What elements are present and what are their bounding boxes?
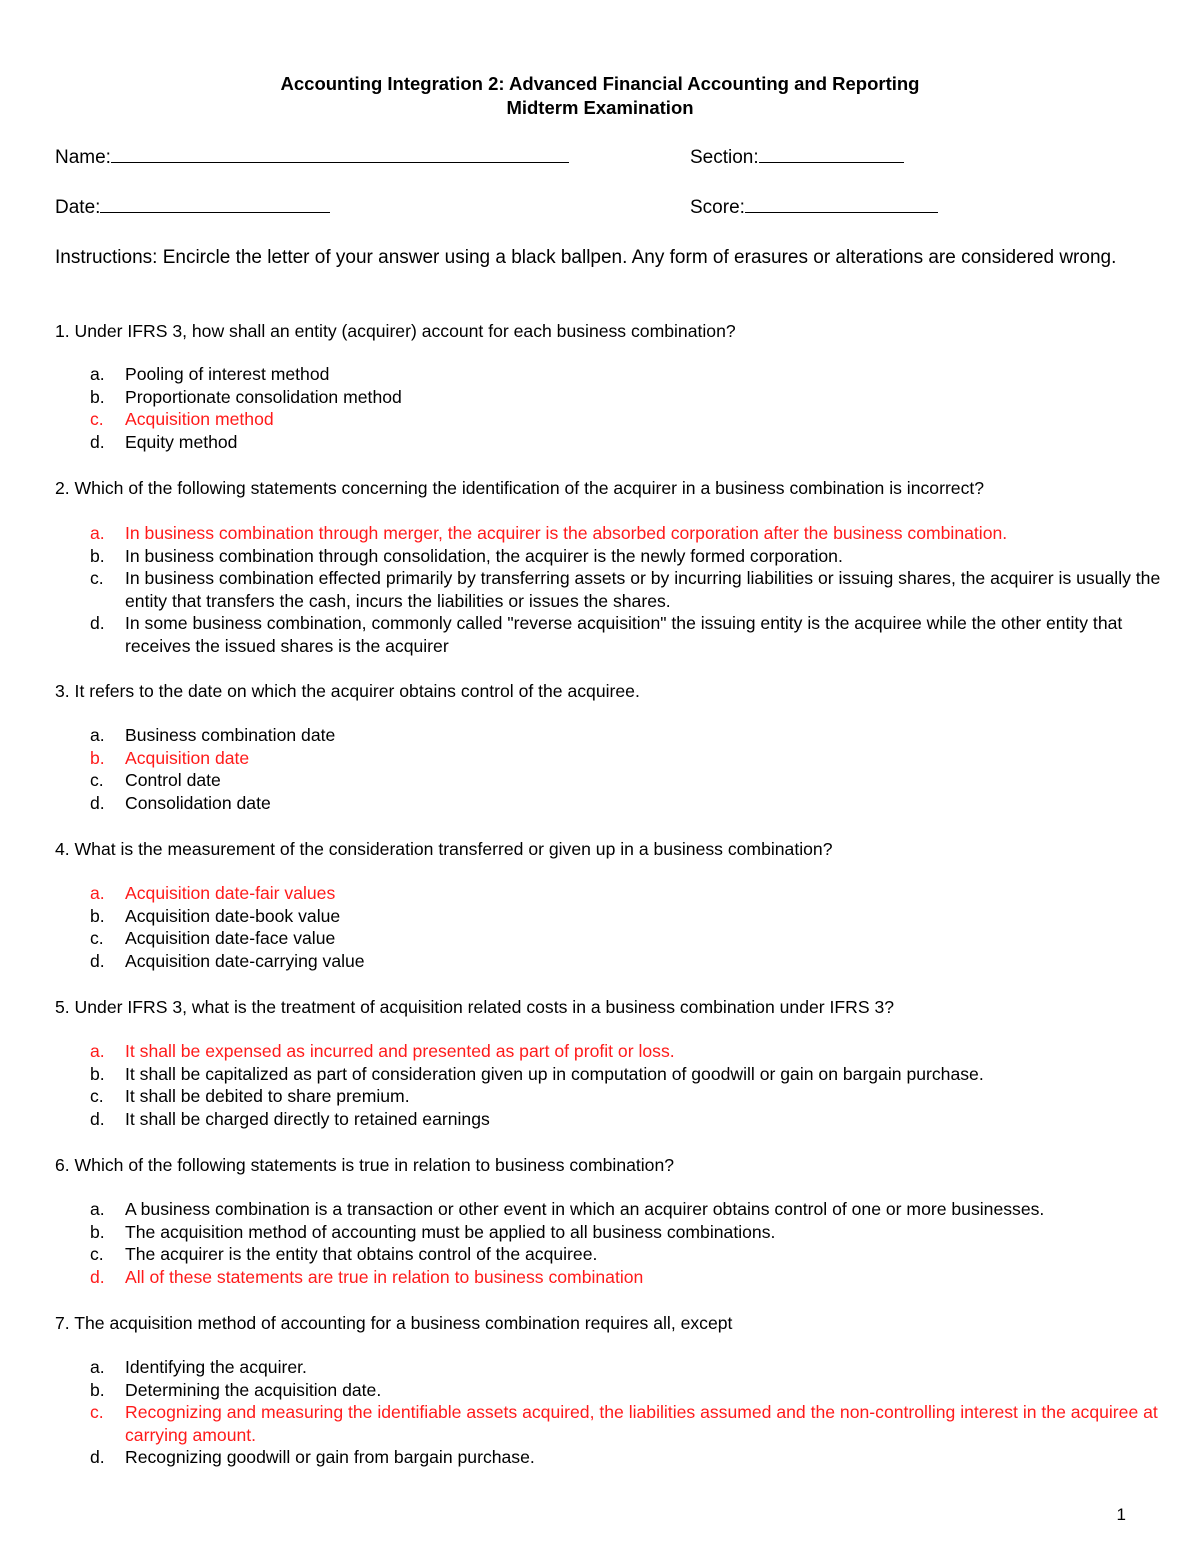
option-a-answer[interactable] — [90, 522, 1180, 545]
option-letter: c. — [90, 770, 104, 790]
option-d[interactable] — [90, 1446, 1180, 1469]
option-letter: a. — [90, 523, 105, 543]
option-text: Acquisition date — [125, 747, 250, 768]
exam-subtitle: Midterm Examination — [506, 97, 694, 118]
option-text: Consolidation date — [125, 792, 271, 813]
option-text: Acquisition date-book value — [125, 905, 341, 926]
question-stem: 4. What is the measurement of the consideration transferred or given up in a business combination? — [55, 839, 833, 859]
question-stem: 3. It refers to the date on which the acquirer obtains control of the acquiree. — [55, 681, 640, 701]
option-d-answer[interactable] — [90, 1266, 1180, 1289]
instructions: Instructions: Encircle the letter of your answer using a black ballpen. Any form of erasures or alterations are considered wrong. — [55, 247, 1117, 268]
option-text: Recognizing and measuring the identifiable assets acquired, the liabilities assumed and the non-controlling interest in the acquiree at carrying amount. — [125, 1402, 1158, 1445]
date-field[interactable] — [55, 194, 330, 219]
option-c[interactable] — [90, 567, 1180, 612]
option-letter: b. — [90, 747, 105, 768]
question-7 — [55, 1312, 1158, 1467]
option-text: Equity method — [125, 431, 238, 452]
option-text: All of these statements are true in relation to business combination — [125, 1266, 644, 1287]
option-letter: d. — [90, 950, 105, 971]
section-label: Section: — [690, 147, 759, 168]
option-text: The acquisition method of accounting must be applied to all business combinations. — [125, 1221, 776, 1242]
option-letter: d. — [90, 1108, 105, 1129]
option-a[interactable] — [90, 363, 1180, 386]
option-letter: b. — [90, 545, 105, 566]
question-stem: 2. Which of the following statements concerning the identification of the acquirer in a business combination is incorrect? — [55, 478, 985, 498]
option-b-answer[interactable] — [90, 747, 1180, 770]
option-text: Recognizing goodwill or gain from bargain purchase. — [125, 1447, 535, 1467]
date-label: Date: — [55, 197, 101, 218]
option-text: In business combination effected primarily by transferring assets or by incurring liabilities or issuing shares, the acquirer is usually the entity that transfers the cash, incurs the liabilities or issues the shares. — [125, 568, 1161, 611]
option-text: It shall be expensed as incurred and presented as part of profit or loss. — [125, 1041, 675, 1061]
name-section-row — [55, 144, 1155, 170]
option-text: It shall be capitalized as part of consideration given up in computation of goodwill or gain on bargain purchase. — [125, 1063, 984, 1084]
option-text: Business combination date — [125, 725, 336, 745]
option-text: Determining the acquisition date. — [125, 1379, 382, 1400]
option-text: In some business combination, commonly called "reverse acquisition" the issuing entity is the acquiree while the other entity that receives the issued shares is the acquirer — [125, 613, 1123, 656]
option-letter: c. — [90, 1086, 104, 1106]
option-b[interactable] — [90, 905, 1180, 928]
option-letter: b. — [90, 1063, 105, 1084]
option-letter: b. — [90, 905, 105, 926]
option-letter: d. — [90, 1447, 105, 1467]
option-letter: c. — [90, 568, 104, 588]
option-letter: d. — [90, 613, 105, 633]
exam-header — [0, 72, 1200, 120]
option-list — [90, 724, 1180, 814]
option-letter: a. — [90, 883, 105, 903]
option-letter: b. — [90, 1379, 105, 1400]
option-letter: d. — [90, 1266, 105, 1287]
option-list — [90, 1356, 1180, 1469]
score-label: Score: — [690, 197, 745, 218]
option-d[interactable] — [90, 792, 1180, 815]
option-text: In business combination through merger, the acquirer is the absorbed corporation after the business combination. — [125, 523, 1008, 543]
option-text: Pooling of interest method — [125, 364, 330, 384]
option-c[interactable] — [90, 1085, 1180, 1108]
option-letter: b. — [90, 386, 105, 407]
option-b[interactable] — [90, 545, 1180, 568]
section-field[interactable] — [690, 144, 904, 169]
name-label: Name: — [55, 147, 111, 168]
question-1 — [55, 320, 1155, 452]
option-a[interactable] — [90, 1198, 1180, 1221]
option-list — [90, 1040, 1180, 1130]
question-2 — [55, 477, 1161, 656]
option-letter: d. — [90, 792, 105, 813]
option-text: A business combination is a transaction or other event in which an acquirer obtains control of one or more businesses. — [125, 1199, 1045, 1219]
option-c[interactable] — [90, 769, 1180, 792]
option-text: Acquisition date-carrying value — [125, 950, 365, 971]
option-letter: c. — [90, 1402, 104, 1422]
date-blank[interactable] — [100, 194, 330, 213]
option-text: In business combination through consolidation, the acquirer is the newly formed corporation. — [125, 545, 843, 566]
option-list — [90, 882, 1180, 972]
score-blank[interactable] — [745, 194, 938, 213]
option-letter: a. — [90, 725, 105, 745]
question-stem: 1. Under IFRS 3, how shall an entity (acquirer) account for each business combination? — [55, 321, 736, 341]
option-letter: a. — [90, 1357, 105, 1377]
option-letter: c. — [90, 409, 104, 429]
option-text: Control date — [125, 770, 221, 790]
option-a[interactable] — [90, 1356, 1180, 1379]
option-c[interactable] — [90, 927, 1180, 950]
option-d[interactable] — [90, 431, 1180, 454]
option-text: Acquisition date-fair values — [125, 883, 336, 903]
exam-title: Accounting Integration 2: Advanced Financial Accounting and Reporting — [280, 73, 920, 94]
option-list — [90, 1198, 1180, 1288]
name-field[interactable] — [55, 144, 569, 169]
option-c-answer[interactable] — [90, 408, 1180, 431]
page-number: 1 — [1116, 1505, 1126, 1524]
name-blank[interactable] — [111, 144, 569, 163]
option-b[interactable] — [90, 1063, 1180, 1086]
question-6 — [55, 1154, 1155, 1287]
option-text: Acquisition method — [125, 409, 274, 429]
option-a[interactable] — [90, 724, 1180, 747]
question-5 — [55, 996, 1155, 1129]
option-d[interactable] — [90, 1108, 1180, 1131]
option-text: The acquirer is the entity that obtains control of the acquiree. — [125, 1244, 598, 1264]
option-text: It shall be debited to share premium. — [125, 1086, 410, 1106]
option-list — [90, 522, 1180, 657]
option-text: Proportionate consolidation method — [125, 386, 402, 407]
option-d[interactable] — [90, 950, 1180, 973]
question-stem: 7. The acquisition method of accounting for a business combination requires all, except — [55, 1313, 733, 1333]
question-4 — [55, 838, 1155, 971]
option-c[interactable] — [90, 1243, 1180, 1266]
option-letter: a. — [90, 364, 105, 384]
option-letter: a. — [90, 1041, 105, 1061]
question-stem: 5. Under IFRS 3, what is the treatment of acquisition related costs in a business combination under IFRS 3? — [55, 997, 895, 1017]
question-stem: 6. Which of the following statements is true in relation to business combination? — [55, 1155, 675, 1175]
option-b[interactable] — [90, 386, 1180, 409]
section-blank[interactable] — [759, 144, 904, 163]
option-a-answer[interactable] — [90, 882, 1180, 905]
option-a-answer[interactable] — [90, 1040, 1180, 1063]
question-3 — [55, 680, 1155, 813]
option-text: It shall be charged directly to retained earnings — [125, 1108, 490, 1129]
option-letter: a. — [90, 1199, 105, 1219]
option-b[interactable] — [90, 1221, 1180, 1244]
option-letter: c. — [90, 928, 104, 948]
option-c-answer[interactable] — [90, 1401, 1180, 1446]
option-text: Identifying the acquirer. — [125, 1357, 307, 1377]
date-score-row — [55, 194, 1155, 220]
option-d[interactable] — [90, 612, 1180, 657]
option-letter: c. — [90, 1244, 104, 1264]
option-letter: d. — [90, 431, 105, 452]
score-field[interactable] — [690, 194, 938, 219]
option-letter: b. — [90, 1221, 105, 1242]
option-list — [90, 363, 1180, 453]
option-b[interactable] — [90, 1379, 1180, 1402]
option-text: Acquisition date-face value — [125, 928, 336, 948]
